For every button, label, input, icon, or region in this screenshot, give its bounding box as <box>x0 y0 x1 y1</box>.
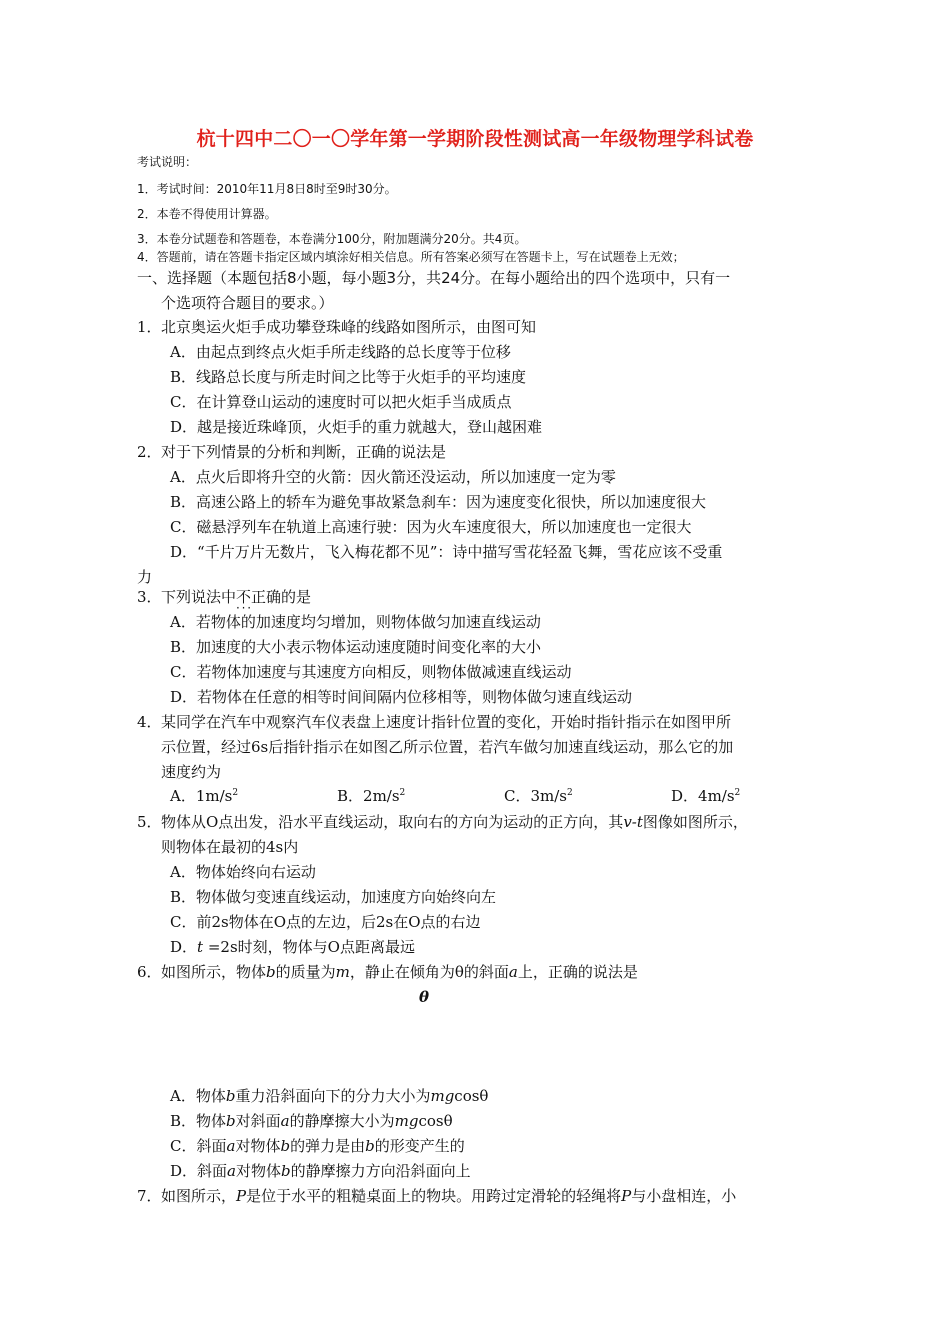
section-heading-line1: 一、选择题（本题包括8小题，每小题3分，共24分。在每小题给出的四个选项中，只有一 <box>137 269 731 287</box>
emphasis-not-correct: 不正确 · · · <box>236 588 281 606</box>
question-number: 7． <box>137 1187 162 1205</box>
q2-option-a: A．点火后即将升空的火箭：因火箭还没运动，所以加速度一定为零 <box>170 468 616 486</box>
q4-option-c: C．$3m/s^2$ <box>504 787 573 805</box>
q6-option-c: C．斜面a对物体b的弹力是由b的形变产生的 <box>170 1137 465 1155</box>
vt-symbol: v-t <box>623 813 643 831</box>
question-stem-line1: 某同学在汽车中观察汽车仪表盘上速度计指针位置的变化，开始时指针指示在如图甲所 <box>161 713 732 731</box>
q1-option-d: D．越是接近珠峰顶，火炬手的重力就越大，登山越困难 <box>170 418 543 436</box>
q4-option-b: B．$2m/s^2$ <box>337 787 406 805</box>
question-stem: 对于下列情景的分析和判断，正确的说法是 <box>161 443 447 461</box>
q5-option-c: C．前2s物体在O点的左边，后2s在O点的右边 <box>170 913 481 931</box>
question-stem-post: 的是 <box>281 588 312 606</box>
q1-option-a: A．由起点到终点火炬手所走线路的总长度等于位移 <box>170 343 511 361</box>
question-1 <box>137 316 536 337</box>
question-stem-pre: 物体从O点出发，沿水平直线运动，取向右的方向为运动的正方向，其 <box>161 813 624 831</box>
q6-option-b: B．物体b对斜面a的静摩擦大小为mgcosθ <box>170 1112 453 1130</box>
question-stem-post: 图像如图所示， <box>642 813 748 831</box>
q1-option-b: B．线路总长度与所走时间之比等于火炬手的平均速度 <box>170 368 527 386</box>
q5-stem-line2: 则物体在最初的4s内 <box>161 838 299 856</box>
q4-option-a: A．$1m/s^2$ <box>170 787 239 805</box>
question-number: 1． <box>137 318 162 336</box>
q2-option-d: D．“千片万片无数片，飞入梅花都不见”：诗中描写雪花轻盈飞舞，雪花应该不受重 <box>170 543 723 561</box>
q3-option-d: D．若物体在任意的相等时间间隔内位移相等，则物体做匀速直线运动 <box>170 688 633 706</box>
question-number: 6． <box>137 963 162 981</box>
q1-option-c: C．在计算登山运动的速度时可以把火炬手当成质点 <box>170 393 512 411</box>
note-2: 2．本卷不得使用计算器。 <box>137 207 277 221</box>
question-3 <box>137 586 311 607</box>
question-4 <box>137 711 731 732</box>
q6-option-a: A．物体b重力沿斜面向下的分力大小为mgcosθ <box>170 1087 489 1105</box>
question-number: 2． <box>137 443 162 461</box>
question-stem: 北京奥运火炬手成功攀登珠峰的线路如图所示，由图可知 <box>161 318 537 336</box>
q3-option-a: A．若物体的加速度均匀增加，则物体做匀加速直线运动 <box>170 613 541 631</box>
q5-option-b: B．物体做匀变速直线运动，加速度方向始终向左 <box>170 888 497 906</box>
q2-option-b: B．高速公路上的轿车为避免事故紧急刹车：因为速度变化很快，所以加速度很大 <box>170 493 707 511</box>
question-7: 7．如图所示，P是位于水平的粗糙桌面上的物块。用跨过定滑轮的轻绳将P与小盘相连，小 <box>137 1187 737 1205</box>
q5-option-a: A．物体始终向右运动 <box>170 863 316 881</box>
question-stem-pre: 下列说法中 <box>161 588 237 606</box>
page-title: 杭十四中二〇一〇学年第一学期阶段性测试高一年级物理学科试卷 <box>196 128 754 150</box>
note-1: 1．考试时间：2010年11月8日8时至9时30分。 <box>137 182 397 196</box>
q2-option-c: C．磁悬浮列车在轨道上高速行驶：因为火车速度很大，所以加速度也一定很大 <box>170 518 692 536</box>
q2-option-d-continuation: 力 <box>137 568 153 586</box>
note-3: 3．本卷分试题卷和答题卷，本卷满分100分，附加题满分20分。共4页。 <box>137 232 527 246</box>
q3-option-c: C．若物体加速度与其速度方向相反，则物体做减速直线运动 <box>170 663 572 681</box>
note-4: 4．答题前，请在答题卡指定区域内填涂好相关信息。所有答案必须写在答题卡上，写在试题卷上无效； <box>137 250 685 264</box>
question-2 <box>137 441 446 462</box>
q6-option-d: D．斜面a对物体b的静摩擦力方向沿斜面向上 <box>170 1162 471 1180</box>
question-number: 4． <box>137 713 162 731</box>
notes-heading: 考试说明： <box>137 155 198 169</box>
q3-option-b: B．加速度的大小表示物体运动速度随时间变化率的大小 <box>170 638 542 656</box>
section-heading-line2: 个选项符合题目的要求。） <box>161 294 334 312</box>
question-6: 6．如图所示，物体b的质量为m，静止在倾角为θ的斜面a上，正确的说法是 <box>137 963 638 981</box>
question-number: 3． <box>137 588 162 606</box>
q4-stem-line3: 速度约为 <box>161 763 222 781</box>
figure-theta-label: θ <box>419 988 430 1006</box>
q4-option-d: D．$4m/s^2$ <box>671 787 741 805</box>
q4-stem-line2: 示位置，经过6s后指针指示在如图乙所示位置，若汽车做匀加速直线运动，那么它的加 <box>161 738 734 756</box>
question-number: 5． <box>137 813 162 831</box>
question-5 <box>137 811 748 832</box>
q5-option-d: D．t =2s时刻，物体与O点距离最远 <box>170 938 415 956</box>
